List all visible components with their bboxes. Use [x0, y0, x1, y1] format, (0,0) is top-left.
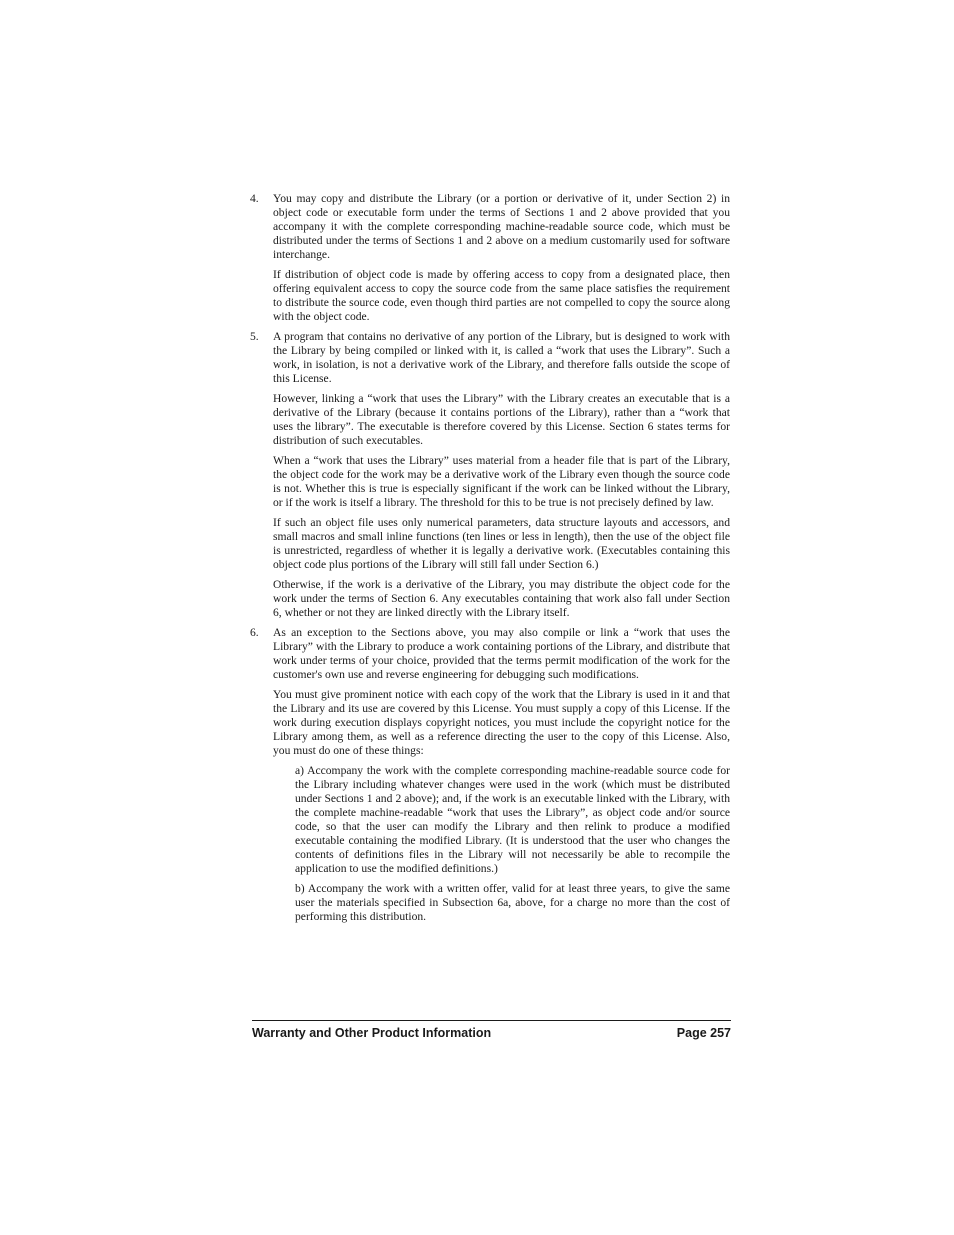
section-5	[250, 330, 730, 620]
subparagraph-a: a) Accompany the work with the complete corresponding machine-readable source code for the Library including whatever changes were used in the work (which must be distributed under Sections 1 and 2 above); and, if the work is an executable linked with the Library, with the complete machine-readable “work that uses the Library”, as object code and/or source code, so that the user can modify the Library and then relink to produce a modified executable containing the modified Library. (It is understood that the user who changes the contents of definitions files in the Library will not necessarily be able to recompile the application to use the modified definitions.)	[295, 764, 730, 875]
section-6	[250, 626, 730, 924]
paragraph: When a “work that uses the Library” uses material from a header file that is part of the Library, the object code for the work may be a derivative work of the Library even though the source code is not. Whether this is true is especially significant if the work can be linked without the Library, or if the work is itself a library. The threshold for this to be true is not precisely defined by law.	[273, 454, 730, 509]
paragraph: However, linking a “work that uses the Library” with the Library creates an executable that is a derivative of the Library (because it contains portions of the Library), rather than a “work that uses the library”. The executable is therefore covered by this License. Section 6 states terms for distribution of such executables.	[273, 392, 730, 447]
paragraph: If distribution of object code is made by offering access to copy from a designated place, then offering equivalent access to copy the source code from the same place satisfies the requirement to distribute the source code, even though third parties are not compelled to copy the source along with the object code.	[273, 268, 730, 323]
section-number: 6.	[250, 626, 259, 639]
paragraph: You must give prominent notice with each copy of the work that the Library is used in it and that the Library and its use are covered by this License. You must supply a copy of this License. If the work during execution displays copyright notices, you must include the copyright notice for the Library among them, as well as a reference directing the user to the copy of this License. Also, you must do one of these things:	[273, 688, 730, 757]
page-number: Page 257	[676, 1026, 731, 1040]
page-footer	[252, 1020, 731, 1041]
paragraph: If such an object file uses only numerical parameters, data structure layouts and accessors, and small macros and small inline functions (ten lines or less in length), then the use of the object file is unrestricted, regardless of whether it is legally a derivative work. (Executables containing this object code plus portions of the Library will still fall under Section 6.)	[273, 516, 730, 571]
footer-title: Warranty and Other Product Information	[252, 1026, 492, 1040]
document-body	[250, 192, 730, 930]
section-4	[250, 192, 730, 324]
section-number: 4.	[250, 192, 259, 205]
paragraph: Otherwise, if the work is a derivative of the Library, you may distribute the object code for the work under the terms of Section 6. Any executables containing that work also fall under Section 6, whether or not they are linked directly with the Library itself.	[273, 578, 730, 619]
paragraph: A program that contains no derivative of any portion of the Library, but is designed to work with the Library by being compiled or linked with it, is called a “work that uses the Library”. Such a work, in isolation, is not a derivative work of the Library, and therefore falls outside the scope of this License.	[273, 330, 730, 385]
paragraph: You may copy and distribute the Library (or a portion or derivative of it, under Section 2) in object code or executable form under the terms of Sections 1 and 2 above provided that you accompany it with the complete corresponding machine-readable source code, which must be distributed under the terms of Sections 1 and 2 above on a medium customarily used for software interchange.	[273, 192, 730, 261]
section-number: 5.	[250, 330, 259, 343]
paragraph: As an exception to the Sections above, you may also compile or link a “work that uses the Library” with the Library to produce a work containing portions of the Library, and distribute that work under terms of your choice, provided that the terms permit modification of the work for the customer's own use and reverse engineering for debugging such modifications.	[273, 626, 730, 681]
subparagraph-b: b) Accompany the work with a written offer, valid for at least three years, to give the same user the materials specified in Subsection 6a, above, for a charge no more than the cost of performing this distribution.	[295, 882, 730, 923]
